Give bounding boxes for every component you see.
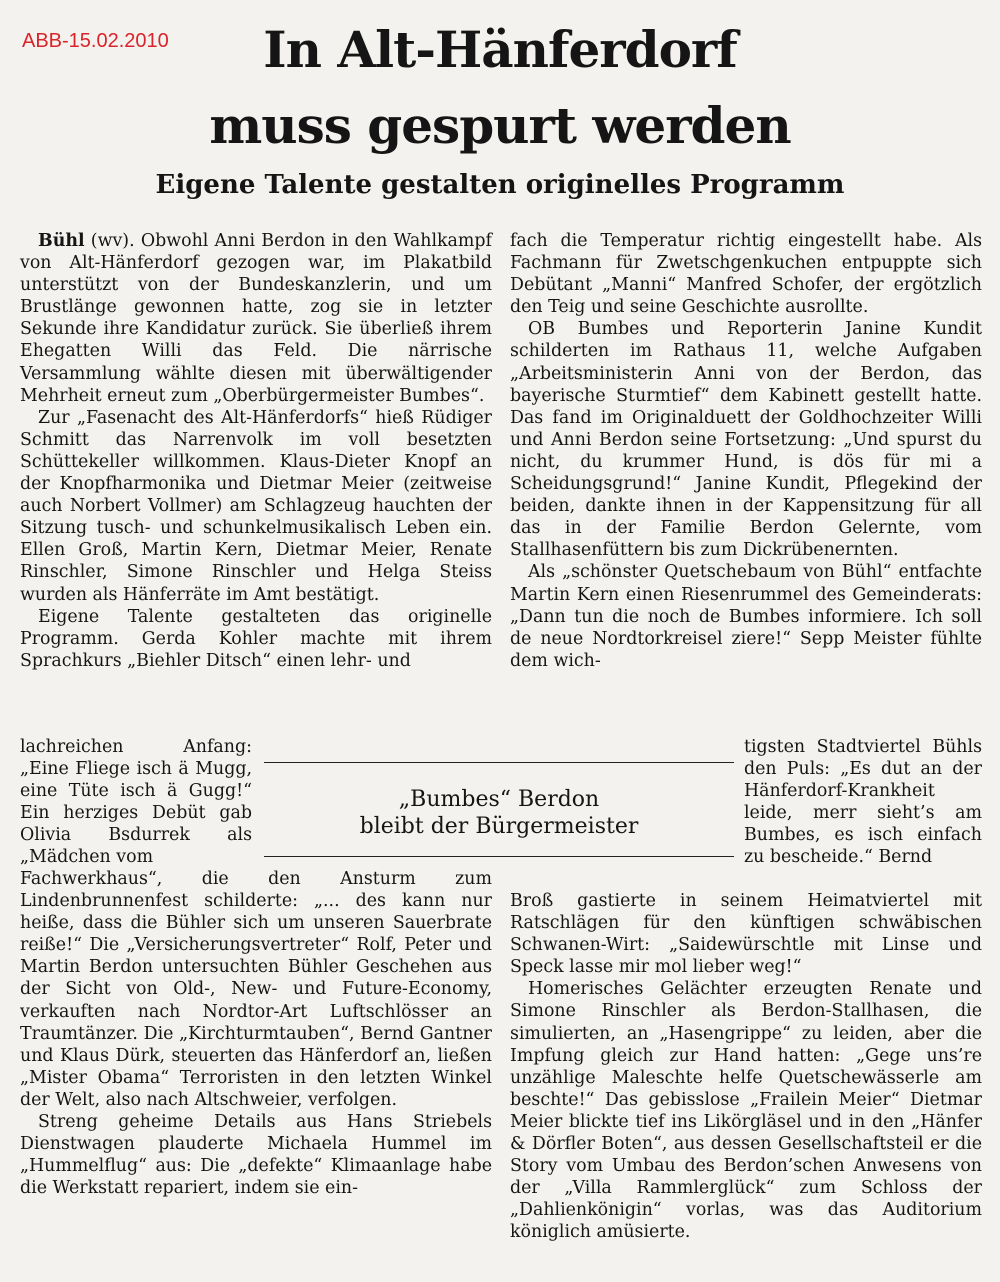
article-paragraph: Broß gastierte in seinem Heimatviertel mit Ratschlägen für den künftigen schwäbischen Schwanen-Wirt: „Saidewürschtle mit Linse und Speck lasse mir mol lieber weg!“ [510, 891, 982, 978]
callout-box [264, 762, 734, 858]
left-narrow-column [20, 736, 252, 869]
headline-line-1: In Alt-Hänferdorf [263, 20, 737, 79]
callout-title-line-2: bleibt der Bürgermeister [359, 814, 639, 839]
callout-title [264, 786, 734, 840]
article-paragraph: tigsten Stadtviertel Bühls den Puls: „Es dut an der Hänferdorf-Krankheit leide, merr sieht’s am Bumbes, es isch einfach zu bescheide.“ Bernd [744, 737, 982, 868]
callout-title-line-1: „Bumbes“ Berdon [398, 787, 600, 812]
callout-rule-bottom [264, 856, 734, 857]
article-paragraph: Als „schönster Quetschebaum von Bühl“ entfachte Martin Kern einen Riesenrummel des Gemeinderats: „Dann tun die noch de Bumbes informiere. Ich soll de neue Nordtorkreisel ziere!“ Sepp Meister fühlte dem wich- [510, 562, 982, 671]
article-paragraph: OB Bumbes und Reporterin Janine Kundit schilderten im Rathaus 11, welche Aufgaben „Arbeitsministerin Anni von der Berdon, das bayerische Sturmtief“ dem Kabinett gestellt hatte. Das fand im Originalduett der Goldhochzeiter Willi und Anni Berdon seine Fortsetzung: „Und spurst du nicht, du krummer Hund, is dös für mi a Scheidungsgrund!“ Janine Kundit, Pflegekind der beiden, dankte ihnen in der Kappensitzung für all das in der Familie Berdon Gelernte, vom Stallhasenfüttern bis zum Dickrübenernten. [510, 319, 982, 561]
article-paragraph: fach die Temperatur richtig eingestellt habe. Als Fachmann für Zwetschgenkuchen entpuppte sich Debütant „Manni“ Manfred Schofer, der ergötzlich den Teig und seine Geschichte ausrollte. [510, 231, 982, 318]
right-column-top [510, 230, 982, 672]
left-column-bottom [20, 868, 492, 1199]
article-paragraph: lachreichen Anfang: „Eine Fliege isch ä Mugg, eine Tüte isch ä Gugg!“ Ein herziges Debüt gab Olivia Bsdurrek als „Mädchen vom [20, 737, 252, 868]
article-paragraph: Streng geheime Details aus Hans Striebels Dienstwagen plauderte Michaela Hummel im „Hummelflug“ aus: Die „defekte“ Klimaanlage habe die Werkstatt repariert, indem sie ein- [20, 1112, 492, 1199]
left-column-top [20, 230, 492, 672]
subheadline: Eigene Talente gestalten originelles Programm [155, 170, 845, 200]
article-paragraph: Homerisches Gelächter erzeugten Renate und Simone Rinschler als Berdon-Stallhasen, die simulierten, an „Hasengrippe“ zu leiden, aber die Impfung gleich zur Hand hatten: „Gege uns’re unzählige Maleschte helfe Quetschewässerle am beschte!“ Das gebisslose „Frailein Meier“ Dietmar Meier blickte tief ins Likörgläsel und in den „Hänfer & Dörfler Boten“, aus dessen Gesellschaftsteil er die Story vom Umbau des Berdon’schen Anwesens von der „Villa Rammlerglück“ zum Schloss der „Dahlienkönigin“ vorlas, was das Auditorium königlich amüsierte. [510, 979, 982, 1243]
article-paragraph: Zur „Fasenacht des Alt-Hänferdorfs“ hieß Rüdiger Schmitt das Narrenvolk im voll besetzten Schüttekeller willkommen. Klaus-Dieter Knopf an der Knopfharmonika und Dietmar Meier (zeitweise auch Norbert Vollmer) am Schlagzeug hauchten der Sitzung tusch- und schunkelmusikalisch Leben ein. Ellen Groß, Martin Kern, Dietmar Meier, Renate Rinschler, Simone Rinschler und Helga Steiss wurden als Hänferräte im Amt bestätigt. [20, 407, 492, 605]
article-paragraph: Fachwerkhaus“, die den Ansturm zum Lindenbrunnenfest schilderte: „... des kann nur heiße, dass die Bühler sich um unseren Sauerbrate reiße!“ Die „Versicherungsvertreter“ Rolf, Peter und Martin Berdon untersuchten Bühler Geschehen aus der Sicht von Old-, New- und Future-Economy, verkauften nach Nordtor-Art Luftschlösser an Traumtänzer. Die „Kirchturmtauben“, Bernd Gantner und Klaus Dürk, steuerten das Hänferdorf an, ließen „Mister Obama“ Terroristen in den letzten Winkel der Welt, also nach Altschweier, verfolgen. [20, 869, 492, 1110]
archive-stamp: ABB-15.02.2010 [22, 30, 169, 52]
headline-line-2: muss gespurt werden [209, 96, 791, 155]
dateline-place: Bühl [38, 231, 85, 251]
article-paragraph: Eigene Talente gestalteten das originelle Programm. Gerda Kohler machte mit ihrem Sprachkurs „Biehler Ditsch“ einen lehr- und [20, 606, 492, 671]
right-narrow-column [744, 736, 982, 869]
right-column-bottom [510, 890, 982, 1244]
callout-rule-top [264, 762, 734, 763]
article-text: (wv). Obwohl Anni Berdon in den Wahlkampf von Alt-Hänferdorf gezogen war, im Plakatbild unterstützt von der Bundeskanzlerin, und um Brustlänge gewonnen hatte, zog sie in letzter Sekunde ihre Kandidatur zurück. Sie überließ ihrem Ehegatten Willi das Feld. Die närrische Versammlung wählte diesen mit überwältigender Mehrheit erneut zum „Oberbürgermeister Bumbes“. [20, 231, 492, 406]
article-paragraph [20, 230, 492, 407]
